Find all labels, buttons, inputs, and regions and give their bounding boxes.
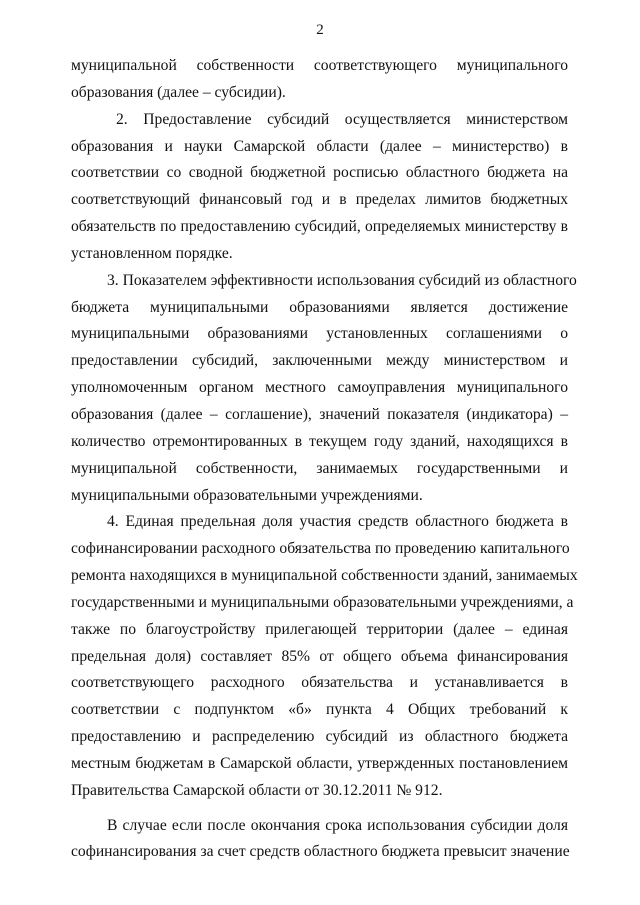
- text-line: муниципальными образованиями установленных соглашениями о: [71, 325, 568, 343]
- text-line: уполномоченным органом местного самоуправления муниципального: [71, 379, 568, 397]
- text-line: государственными и муниципальными образовательными учреждениями, а: [71, 593, 574, 611]
- text-line: местным бюджетам в Самарской области, утвержденных постановлением: [71, 754, 568, 772]
- paragraph-item-4: [71, 509, 578, 804]
- paragraph-item-2: [71, 107, 568, 268]
- text-line: 4. Единая предельная доля участия средств областного бюджета в: [107, 513, 568, 531]
- paragraph-spacer: [71, 805, 568, 813]
- text-line: муниципальной собственности, занимаемых государственными и: [71, 459, 568, 477]
- paragraph-excess-share: [71, 813, 568, 867]
- text-line: бюджета муниципальными образованиями является достижение: [71, 298, 568, 316]
- text-line: В случае если после окончания срока использования субсидии доля: [107, 816, 568, 834]
- text-line: муниципальными образовательными учреждениями.: [71, 486, 423, 504]
- text-line: 2. Предоставление субсидий осуществляется министерством: [116, 110, 568, 128]
- text-line: образования (далее – соглашение), значений показателя (индикатора) –: [71, 405, 568, 423]
- text-line: соответствии с подпунктом «б» пункта 4 Общих требований к: [71, 701, 568, 719]
- paragraph-item-3: [71, 268, 577, 510]
- text-line: софинансирования за счет средств областного бюджета превысит значение: [71, 843, 570, 861]
- text-line: количество отремонтированных в текущем году зданий, находящихся в: [71, 432, 568, 450]
- text-line: соответствующего расходного обязательства и устанавливается в: [71, 674, 568, 692]
- text-line: предоставлении субсидий, заключенными между министерством и: [71, 352, 568, 370]
- text-line: также по благоустройству прилегающей территории (далее – единая: [71, 620, 568, 638]
- paragraph-subsidies-definition: [71, 53, 568, 107]
- text-line: Правительства Самарской области от 30.12.2011 № 912.: [71, 781, 443, 799]
- text-line: предоставлению и распределению субсидий из областного бюджета: [71, 728, 568, 746]
- text-line: соответствии со сводной бюджетной росписью областного бюджета на: [71, 164, 568, 182]
- text-line: образования (далее – субсидии).: [71, 83, 286, 101]
- text-line: соответствующий финансовый год и в пределах лимитов бюджетных: [71, 191, 568, 209]
- text-line: 3. Показателем эффективности использования субсидий из областного: [107, 271, 577, 289]
- text-line: обязательств по предоставлению субсидий, определяемых министерству в: [71, 218, 568, 236]
- text-line: установленном порядке.: [71, 244, 233, 262]
- text-line: муниципальной собственности соответствующего муниципального: [71, 57, 568, 74]
- document-body: [71, 53, 578, 866]
- text-line: ремонта находящихся в муниципальной собственности зданий, занимаемых: [71, 567, 578, 585]
- page-number: 2: [316, 22, 324, 38]
- text-line: софинансировании расходного обязательства по проведению капитального: [71, 540, 570, 558]
- text-line: предельная доля) составляет 85% от общего объема финансирования: [71, 647, 568, 665]
- text-line: образования и науки Самарской области (далее – министерство) в: [71, 137, 568, 155]
